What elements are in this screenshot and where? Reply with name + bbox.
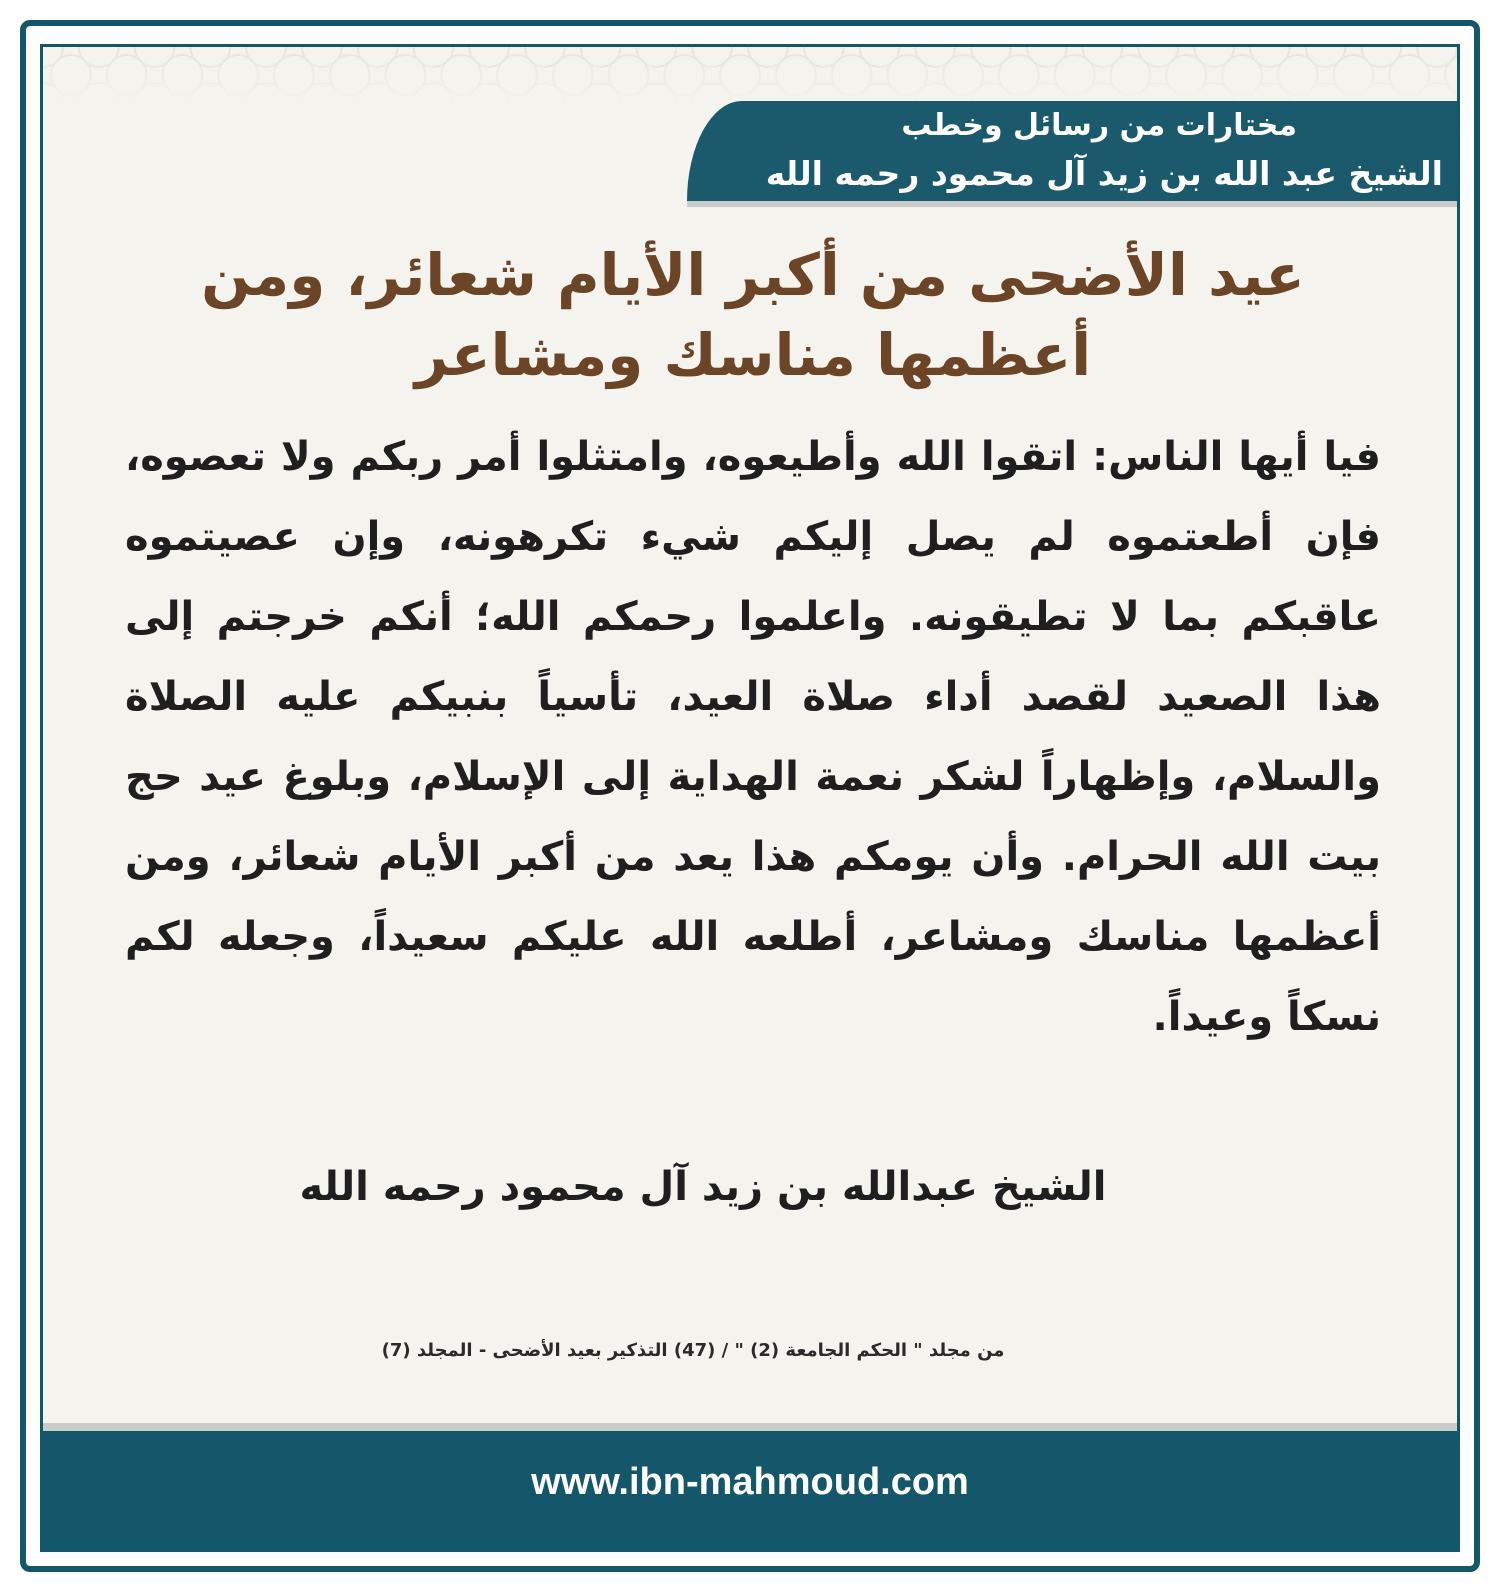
header-banner <box>687 101 1457 201</box>
series-title: مختارات من رسائل وخطب <box>901 108 1297 143</box>
website-link[interactable]: www.ibn-mahmoud.com <box>531 1461 969 1503</box>
sermon-text: فيا أيها الناس: اتقوا الله وأطيعوه، وامتثلوا أمر ربكم ولا تعصوه، فإن أطعتموه لم يصل إليكم شيء تكرهونه، وإن عصيتموه عاقبكم بما لا تطيقونه. واعلموا رحمكم الله؛ أنكم خرجتم إلى هذا الصعيد لقصد أداء صلاة العيد، تأسياً بنبيكم عليه الصلاة والسلام، وإظهاراً لشكر نعمة الهداية إلى الإسلام، وبلوغ عيد حج بيت الله الحرام. وأن يومكم هذا يعد من أكبر الأيام شعائر، ومن أعظمها مناسك ومشاعر، أطلعه الله عليكم سعيداً، وجعله لكم نسكاً وعيداً. <box>125 434 1381 1040</box>
footer-bar <box>43 1423 1457 1549</box>
author-name: الشيخ عبد الله بن زيد آل محمود رحمه الله <box>765 154 1443 193</box>
signature: الشيخ عبدالله بن زيد آل محمود رحمه الله <box>299 1164 1107 1210</box>
source-citation: من مجلد " الحكم الجامعة (2) " / (47) التذكير بعيد الأضحى - المجلد (7) <box>381 1340 1005 1361</box>
page-title: عيد الأضحى من أكبر الأيام شعائر، ومن أعظمها مناسك ومشاعر <box>201 241 1305 389</box>
card <box>40 44 1460 1552</box>
decorative-pattern <box>43 47 1457 105</box>
